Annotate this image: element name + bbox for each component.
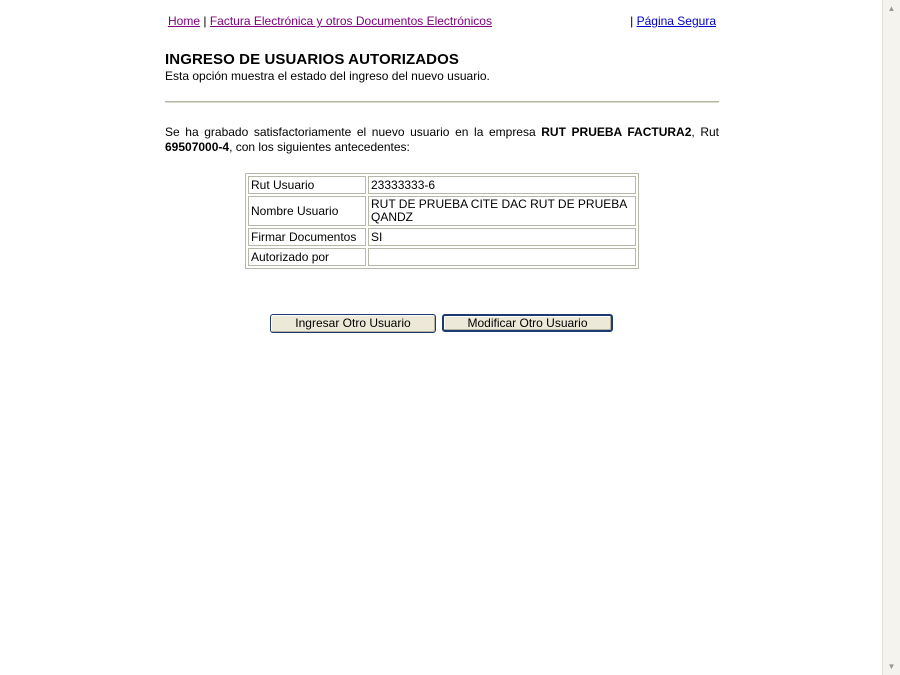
page-title: INGRESO DE USUARIOS AUTORIZADOS (165, 51, 459, 68)
home-link[interactable]: Home (168, 14, 201, 28)
table-row (248, 248, 636, 266)
divider (165, 101, 719, 103)
status-message (165, 125, 719, 155)
firmar-documentos-label: Firmar Documentos (248, 228, 366, 246)
nombre-usuario-value: RUT DE PRUEBA CITE DAC RUT DE PRUEBA QANDZ (368, 196, 636, 226)
message-text: , con los siguientes antecedentes: (229, 140, 410, 154)
top-nav (165, 14, 719, 30)
rut-usuario-label: Rut Usuario (248, 176, 366, 194)
empresa-name: RUT PRUEBA FACTURA2 (541, 125, 692, 139)
scroll-down-icon[interactable]: ▼ (887, 662, 896, 671)
message-text: Se ha grabado satisfactoriamente el nuevo usuario en la empresa (165, 125, 542, 139)
pagina-segura-link[interactable]: Página Segura (636, 14, 716, 28)
vertical-scrollbar[interactable] (882, 0, 900, 675)
scroll-up-icon[interactable]: ▲ (887, 4, 896, 13)
factura-electronica-link[interactable]: Factura Electrónica y otros Documentos Electrónicos (209, 14, 492, 28)
autorizado-por-label: Autorizado por (248, 248, 366, 266)
nav-separator: | (630, 14, 634, 28)
message-text: , Rut (691, 125, 719, 139)
nav-right (630, 14, 716, 28)
nombre-usuario-label: Nombre Usuario (248, 196, 366, 226)
table-row (248, 176, 636, 194)
user-details-table (245, 173, 639, 269)
autorizado-por-value (368, 248, 636, 266)
rut-usuario-value: 23333333-6 (368, 176, 636, 194)
table-row (248, 196, 636, 226)
page-subtitle: Esta opción muestra el estado del ingreso del nuevo usuario. (165, 69, 490, 83)
empresa-rut: 69507000-4 (165, 140, 230, 154)
table-row (248, 228, 636, 246)
ingresar-otro-usuario-button[interactable]: Ingresar Otro Usuario (270, 314, 436, 333)
nav-left (168, 14, 492, 28)
nav-separator: | (203, 14, 207, 28)
firmar-documentos-value: SI (368, 228, 636, 246)
modificar-otro-usuario-button[interactable]: Modificar Otro Usuario (442, 314, 613, 332)
